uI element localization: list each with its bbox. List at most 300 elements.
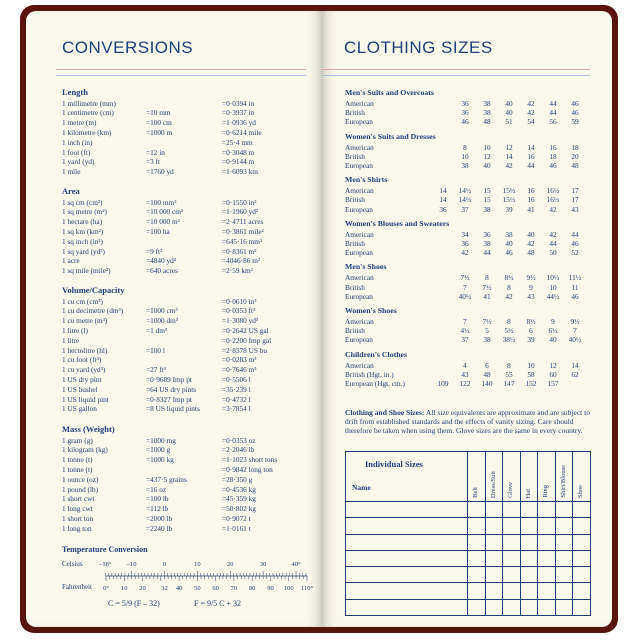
size-cell: 40½ [568,335,582,345]
conversion-cell: =1000 m [146,127,173,137]
size-cell: 44 [571,229,579,239]
conversion-cell: 1 US bushel [62,384,98,394]
conversion-cell: =35·239 l [222,384,251,394]
size-cell: 55 [505,369,513,379]
size-cell: American [345,273,374,283]
conversion-cell: 1 hectolitre (hl) [62,345,108,355]
size-cell: 44 [483,248,491,258]
conversion-cell: 1 kilometre (km) [62,127,112,137]
size-cell: 48 [571,161,579,170]
temperature-scale [62,553,314,601]
conversion-cell: =4840 yd² [146,256,177,266]
conversion-cell: 1 sq mile (mile²) [62,266,111,276]
size-cell: 7 [463,282,467,292]
size-cell: 48 [483,117,491,127]
size-cell: 4 [463,360,467,370]
conversion-cell: 1 acre [62,256,80,266]
fahrenheit-tick-label: 70 [230,585,238,592]
size-cell: 140 [481,379,493,388]
size-cell: 58 [527,369,535,379]
left-page [26,11,322,627]
size-cell: 40 [483,161,491,170]
size-cell: 8 [507,282,511,292]
conversion-row [62,128,312,137]
conversion-cell: =1760 yd [146,167,174,177]
conversion-cell: =0·9144 m [222,157,255,167]
formula-celsius: C = 5/9 (F – 32) [108,599,160,608]
fahrenheit-tick-label: 110° [300,585,314,592]
size-cell: 6 [485,360,489,370]
conversion-cell: 1 gram (g) [62,435,93,445]
conversion-cell: =1·6093 km [222,167,258,177]
fahrenheit-label: Fahrenheit [62,583,92,591]
conversion-cell: =100 cm [146,118,172,128]
conversion-cell: =1000 mg [146,435,176,445]
conversion-cell: 1 kilogram (kg) [62,445,108,455]
size-cell: 59 [571,117,579,127]
section-heading: Area [62,186,80,196]
size-cell: European (Hgt. cm.) [345,379,405,388]
size-row [345,317,595,326]
conversion-row [62,138,312,147]
size-column-label: Glove [507,482,515,498]
conversion-cell: =0·9689 Imp pt [146,374,192,384]
size-cell: 48 [527,248,535,258]
size-cell: 46 [549,161,557,170]
size-row [345,239,595,248]
size-cell: 4½ [460,326,470,336]
conversion-cell: =9 ft² [146,246,163,256]
conversion-cell: =0·0283 m³ [222,355,257,365]
size-cell: 7 [573,326,577,336]
section-heading: Volume/Capacity [62,285,125,295]
size-cell: 37 [461,204,469,214]
grid-row-line [345,599,590,600]
sizes-note [345,408,590,435]
size-cell: 43 [527,291,535,301]
individual-sizes-title: Individual Sizes [365,459,423,469]
title-rule [56,69,306,76]
size-cell: 37 [461,335,469,345]
conversion-cell: 1 cu yard (yd³) [62,365,106,375]
size-cell: British [345,195,365,205]
conversion-cell: =10 000 m² [146,217,180,227]
conversion-cell: 1 yard (yd) [62,157,95,167]
conversion-cell: =112 lb [146,504,169,514]
conversion-cell: 1 long cwt [62,504,93,514]
conversion-cell: =100 lb [146,494,169,504]
conversion-cell: =0·2642 US gal [222,325,269,335]
conversion-row [62,306,312,315]
size-cell: 109 [437,379,449,388]
conversion-cell: =4046·86 m² [222,256,261,266]
size-cell: 12 [483,151,491,161]
conversion-cell: 1 litre [62,335,80,345]
size-cell: 10 [549,282,557,292]
size-cell: 44½ [546,291,560,301]
conversion-cell: =10 mm [146,108,171,118]
conversion-cell: 1 cu cm (cm³) [62,296,103,306]
size-cell: 42 [549,229,557,239]
size-cell: 38 [483,335,491,345]
size-row [345,230,595,239]
conversion-cell: =0·0353 ft³ [222,306,256,316]
size-cell: 42 [505,291,513,301]
size-cell: 39 [505,204,513,214]
size-cell: 38 [483,204,491,214]
size-row [345,273,595,282]
conversion-row [62,217,312,226]
grid-border [345,615,590,616]
size-cell: 152 [525,379,537,388]
size-cell: 40½ [458,291,472,301]
conversion-cell: =0·4732 l [222,394,251,404]
size-cell: American [345,99,374,108]
size-cell: 44 [549,99,557,108]
fahrenheit-tick-label: 60 [212,585,219,592]
conversion-cell: 1 US gallon [62,404,97,414]
conversion-row [62,157,312,166]
conversion-cell: 1 ounce (oz) [62,474,99,484]
conversion-row [62,436,312,445]
conversion-cell: =3 ft [146,157,161,167]
conversion-cell: 1 long ton [62,523,92,533]
conversion-cell: 1 centimetre (cm) [62,108,114,118]
conversion-cell: =0·0353 oz [222,435,256,445]
size-cell: 147 [503,379,515,388]
size-cell: 42 [505,161,513,170]
conversion-cell: =1·1960 yd² [222,207,259,217]
conversion-row [62,256,312,265]
size-column-header [537,451,555,501]
size-cell: 17 [571,186,579,196]
size-cell: 6½ [548,326,558,336]
size-cell: 41 [527,204,535,214]
conversion-cell: =0·3048 m [222,147,255,157]
section-heading: Men's Suits and Overcoats [345,88,434,97]
fahrenheit-tick-label: 50 [194,585,201,592]
size-cell: 8 [507,317,511,326]
conversion-cell: =0·6214 mile [222,127,262,137]
grid-row-line [345,534,590,535]
size-cell: 16½ [546,195,560,205]
conversion-cell: =3·7854 l [222,404,251,414]
size-cell: 48 [483,369,491,379]
fahrenheit-tick-label: 80 [248,585,256,592]
conversion-cell: 1 sq yard (yd²) [62,246,105,256]
individual-sizes-table [345,451,590,615]
conversion-cell: =2·59 km² [222,266,253,276]
size-cell: 11½ [568,273,582,283]
size-cell: 16 [527,195,535,205]
size-cell: 9½ [526,273,536,283]
size-cell: 122 [459,379,471,388]
conversion-row [62,385,312,394]
fahrenheit-tick-label: 0° [103,585,109,592]
size-cell: 7 [463,317,467,326]
size-cell: 18 [549,151,557,161]
celsius-tick-label: –18° [99,561,112,568]
size-cell: 39 [527,335,535,345]
size-cell: American [345,360,374,370]
conversion-cell: =0·8361 m² [222,246,257,256]
size-column-header [555,451,573,501]
conversion-cell: =27 ft³ [146,365,166,375]
conversion-cell: =1·0161 t [222,523,251,533]
grid-row-line [345,582,590,583]
size-row [345,143,595,152]
size-row [345,186,595,195]
sizes-note-text: All size equivalents are approximate and are subject to drift from established standards and the effects of vanity sizing. Care should therefore be taken when using them. Glove sizes are the same in every country. [345,408,590,435]
conversion-cell: =1000 cm³ [146,306,178,316]
size-cell: 42 [527,239,535,248]
size-cell: 52 [571,248,579,258]
conversion-cell: =0·9072 t [222,513,251,523]
conversion-cell: =1 dm³ [146,325,168,335]
conversion-row [62,266,312,275]
section-heading: Women's Blouses and Sweaters [345,218,450,228]
conversion-row [62,494,312,503]
sizes-note-label: Clothing and Shoe Sizes: [345,408,425,417]
conversion-cell: =0·5506 l [222,374,251,384]
conversion-cell: =16 oz [146,484,167,494]
size-cell: 46 [571,99,579,108]
celsius-label: Celsius [62,560,83,568]
size-cell: 43 [571,204,579,214]
formula-fahrenheit: F = 9/5 C + 32 [194,599,242,608]
conversion-cell: =640 acres [146,266,178,276]
conversion-cell: =1000 kg [146,455,174,465]
size-cell: 12 [549,360,557,370]
fahrenheit-tick-label: 100 [283,585,294,592]
grid-row-line [345,550,590,551]
conversion-row [62,207,312,216]
conversion-row [62,404,312,413]
conversion-cell: =0·4536 kg [222,484,256,494]
size-row [345,292,595,301]
conversion-cell: =0·9842 long ton [222,464,273,474]
conversion-row [62,465,312,474]
size-cell: British [345,108,365,118]
size-cell: 46 [505,248,513,258]
size-cell: 40 [527,229,535,239]
size-cell: 38 [483,239,491,248]
size-cell: 14 [505,151,513,161]
size-row [345,335,595,344]
conversion-row [62,198,312,207]
size-cell: 7½ [482,282,492,292]
celsius-tick-label: –10 [126,561,137,568]
size-cell: 8 [485,273,489,283]
size-column-label: Hat [524,488,532,498]
size-cell: 10 [483,142,491,152]
conversion-cell: =45·359 kg [222,494,256,504]
size-cell: 62 [571,369,579,379]
grid-row-line [345,566,590,567]
size-row [345,117,595,126]
right-page [322,11,612,627]
section-heading: Men's Shirts [345,175,388,185]
size-cell: 14½ [458,186,472,196]
size-cell: 44 [527,161,535,170]
conversion-row [62,445,312,454]
size-row [345,99,595,108]
size-cell: 8 [463,142,467,152]
size-column-header [520,451,538,501]
size-cell: 38 [461,161,469,170]
size-cell: 16 [527,186,535,196]
size-cell: 41 [483,291,491,301]
celsius-tick-label: 30 [259,561,267,568]
page-title-clothing-sizes: CLOTHING SIZES [344,38,493,57]
size-cell: 9 [551,317,555,326]
conversion-cell: =100 mm² [146,197,177,207]
conversion-cell: =25·4 mm [222,137,253,147]
size-cell: 11 [571,282,579,292]
size-column-label: Belt [472,487,479,498]
size-row [345,161,595,170]
size-column-label: Shoe [577,485,585,498]
size-cell: 46 [571,239,579,248]
conversion-row [62,365,312,374]
size-cell: 36 [483,229,491,239]
size-cell: 36 [461,108,469,118]
size-cell: 56 [549,117,557,127]
size-cell: 54 [527,117,535,127]
conversion-cell: 1 short cwt [62,494,95,504]
size-cell: 42 [527,108,535,118]
size-cell: 15½ [502,195,516,205]
conversion-cell: =100 ha [146,226,170,236]
fahrenheit-tick-label: 32 [161,585,168,592]
size-cell: 14½ [458,195,472,205]
size-cell: 10 [461,151,469,161]
size-cell: 6 [529,326,533,336]
size-row [345,248,595,257]
size-cell: British [345,151,365,161]
conversion-cell: 1 foot (ft) [62,147,91,157]
size-cell: 157 [547,379,559,388]
size-cell: 10½ [546,273,560,283]
size-cell: 44 [549,239,557,248]
conversion-cell: =0·7646 m³ [222,365,257,375]
size-cell: 40 [505,99,513,108]
section-heading: Women's Suits and Dresses [345,131,436,141]
conversion-row [62,355,312,364]
size-cell: 50 [549,248,557,258]
conversion-row [62,395,312,404]
size-cell: 18 [571,142,579,152]
size-cell: 17 [571,195,579,205]
conversion-cell: =1·3080 yd³ [222,316,259,326]
size-cell: 7½ [460,273,470,283]
size-cell: 9½ [570,317,580,326]
conversion-cell: 1 millimetre (mm) [62,98,116,108]
size-cell: 9 [529,282,533,292]
size-cell: 38 [483,99,491,108]
size-cell: 34 [461,229,469,239]
size-cell: 14 [527,142,535,152]
size-column-header [572,451,590,501]
conversion-row [62,346,312,355]
conversion-row [62,336,312,345]
size-cell: 42 [549,204,557,214]
size-cell: 14 [439,186,447,196]
conversion-cell: =12 in [146,147,165,157]
size-cell: British [345,326,365,336]
size-cell: 38½ [502,335,516,345]
conversion-cell: =64 US dry pints [146,384,197,394]
conversion-cell: =1000 g [146,445,171,455]
size-cell: American [345,186,374,196]
conversion-row [62,316,312,325]
size-row [345,326,595,335]
conversion-row [62,375,312,384]
conversion-cell: =2·8378 US bu [222,345,268,355]
size-cell: 60 [549,369,557,379]
conversion-cell: 1 US liquid pint [62,394,109,404]
size-column-label: Dress/Suit [489,470,497,498]
size-column-header [467,451,485,501]
grid-border [590,451,591,616]
conversion-cell: =0·3937 in [222,108,255,118]
celsius-tick-label: 40° [291,561,301,568]
conversion-cell: =437·5 grains [146,474,187,484]
size-cell: 42 [461,248,469,258]
conversion-cell: =1000 dm³ [146,316,179,326]
conversion-cell: =2240 lb [146,523,173,533]
page-title-conversions: CONVERSIONS [62,38,194,57]
size-cell: British [345,282,365,292]
conversion-cell: 1 cu foot (ft³) [62,355,102,365]
size-row [345,152,595,161]
size-cell: 15½ [502,186,516,196]
celsius-tick-label: 20 [227,561,234,568]
size-cell: 36 [461,99,469,108]
conversion-row [62,455,312,464]
size-column-label: Shirt/Blouse [559,465,567,498]
size-cell: European [345,291,373,301]
size-cell: British (Hgt. in.) [345,369,394,379]
size-cell: 20 [571,151,579,161]
conversion-cell: =2·2046 lb [222,445,255,455]
section-heading: Women's Shoes [345,306,397,315]
size-cell: 43 [461,369,469,379]
conversion-cell: =28·350 g [222,474,253,484]
size-cell: 5½ [504,326,514,336]
conversion-cell: =8 US liquid pints [146,404,200,414]
conversion-cell: 1 inch (in) [62,137,93,147]
size-column-label: Ring [542,485,550,498]
conversion-cell: 1 tonne (t) [62,455,93,465]
conversion-cell: 1 cu decimetre (dm³) [62,306,124,316]
conversion-cell: =1·1023 short tons [222,455,278,465]
conversion-cell: 1 sq km (km²) [62,226,104,236]
size-row [345,361,595,370]
section-heading: Children's Clothes [345,349,408,359]
size-cell: 14 [439,195,447,205]
conversion-row [62,485,312,494]
conversion-cell: =2000 lb [146,513,173,523]
temperature-heading: Temperature Conversion [62,545,148,554]
section-heading: Mass (Weight) [62,424,115,434]
conversion-cell: =0·3861 mile² [222,226,264,236]
conversion-row [62,167,312,176]
size-cell: 51 [505,117,513,127]
fahrenheit-tick-label: 90 [267,585,274,592]
conversion-row [62,99,312,108]
size-cell: 8½ [526,317,536,326]
